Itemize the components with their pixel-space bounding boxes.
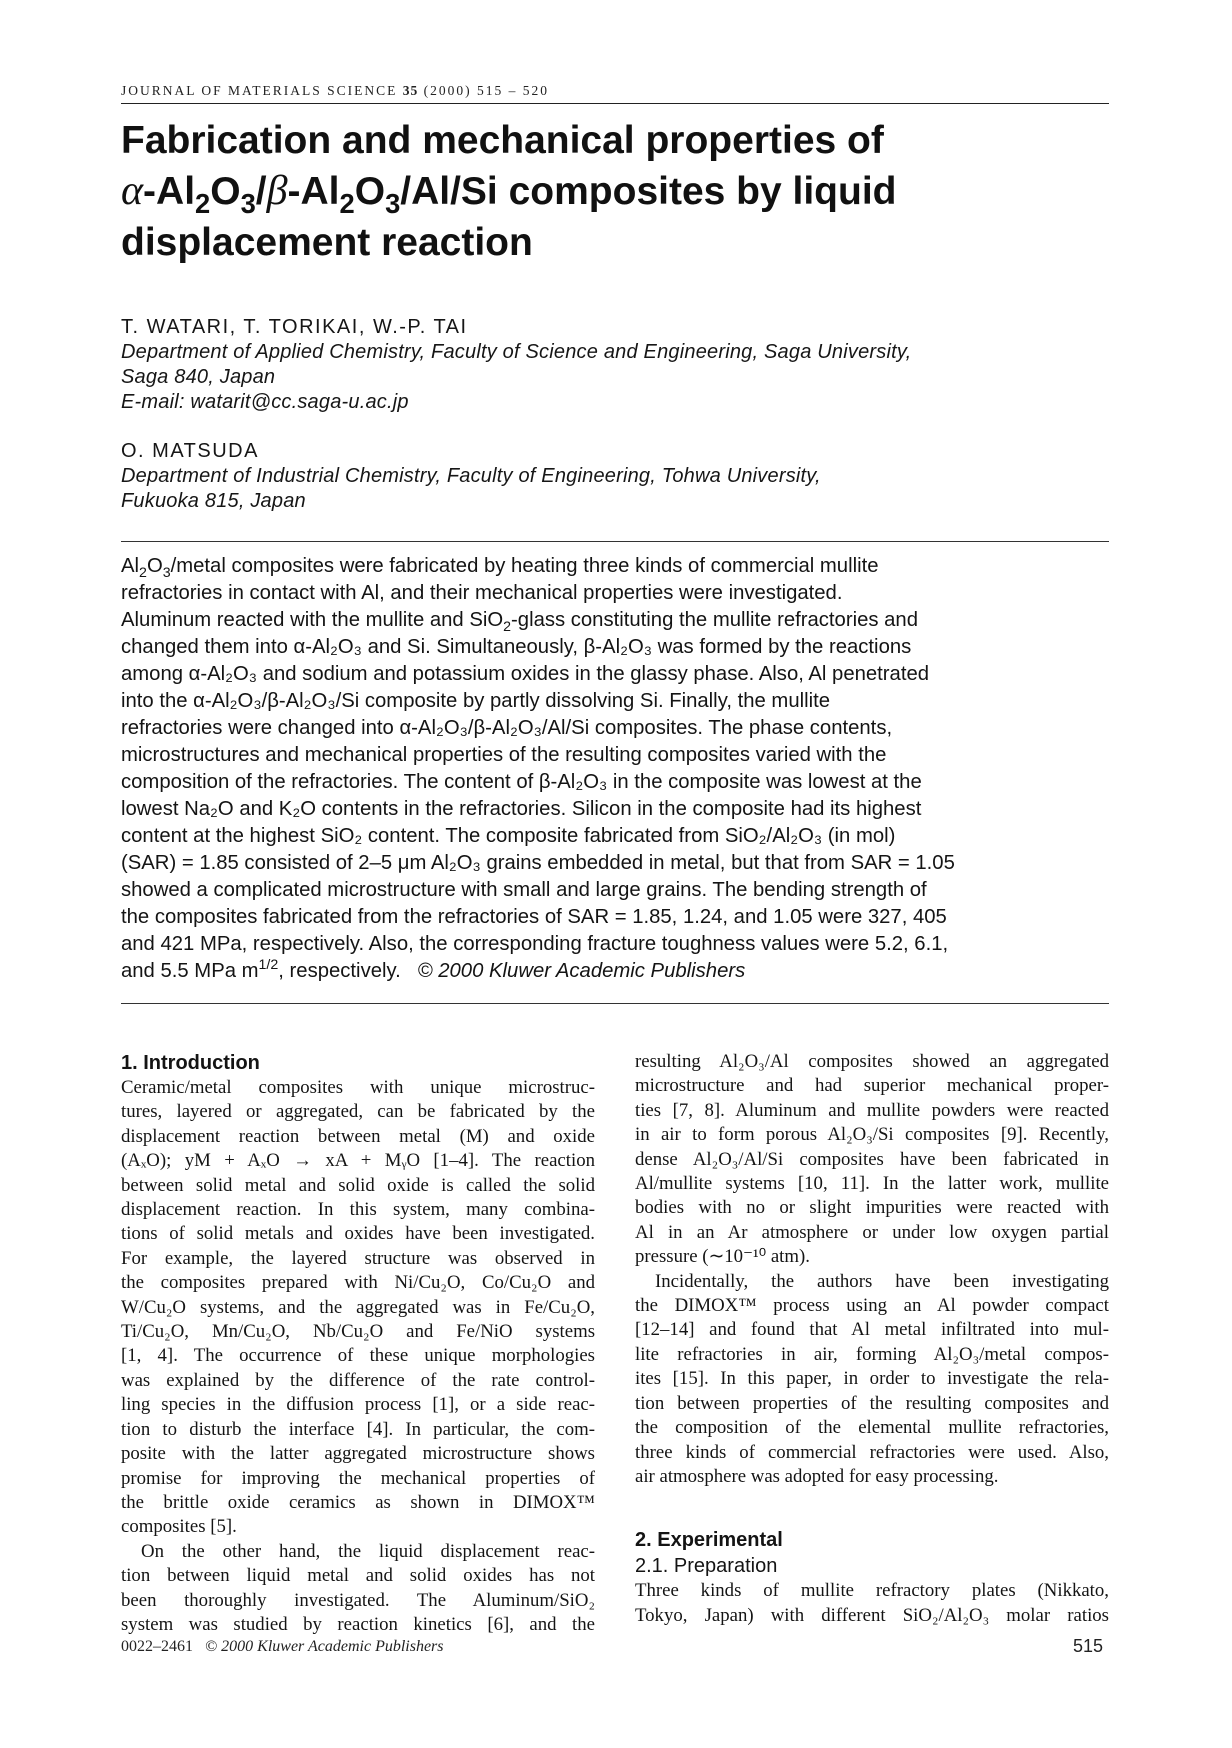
text-line: dense Al₂O₃/Al/Si composites have been fabricated in [635,1148,1109,1170]
left-column [121,1050,595,1637]
text-line: pressure (∼10⁻¹⁰ atm). [635,1246,810,1268]
journal-header [121,83,1109,99]
text-line: bodies with no or slight impurities were reacted with [635,1197,1109,1219]
author-block-1 [121,314,1101,415]
section-heading: 2. Experimental [635,1529,783,1552]
text-line: promise for improving the mechanical properties of [121,1467,595,1489]
text-line: was explained by the difference of the rate control- [121,1369,595,1391]
text-line: posite with the latter aggregated microstructure shows [121,1443,595,1465]
text-line: Three kinds of mullite refractory plates (Nikkato, [635,1580,1109,1602]
abstract-bottom-rule [121,1003,1109,1004]
left-column-text [121,1076,595,1637]
text-line: resulting Al₂O₃/Al composites showed an aggregated [635,1051,1109,1072]
affiliation-line: Department of Applied Chemistry, Faculty of Science and Engineering, Saga University, [121,341,912,363]
abstract-copyright: © 2000 Kluwer Academic Publishers [417,960,746,982]
text-line: tion between properties of the resulting composites and [635,1392,1109,1414]
text-line: On the other hand, the liquid displacement reac- [141,1540,595,1562]
text-line: Tokyo, Japan) with different SiO₂/Al₂O₃ molar ratios [635,1604,1109,1626]
text-line: ites [15]. In this paper, in order to investigate the rela- [635,1368,1109,1390]
text-line: microstructure and had superior mechanical proper- [635,1075,1109,1097]
right-column-text [635,1050,1109,1489]
text-line: (AₓO); yM + AₓO → xA + MᵧO [1–4]. The reaction [121,1150,595,1172]
text-line: the brittle oxide ceramics as shown in DIMOX™ [121,1491,595,1513]
text-line: tures, layered or aggregated, can be fabricated by the [121,1101,595,1123]
text-line: in air to form porous Al₂O₃/Si composites [9]. Recently, [635,1124,1109,1146]
text-line: W/Cu₂O systems, and the aggregated was in Fe/Cu₂O, [121,1296,595,1318]
header-rule [121,103,1109,104]
affiliation-line: Saga 840, Japan [121,366,276,388]
text-line: between solid metal and solid oxide is called the solid [121,1174,595,1196]
affiliation-line: Department of Industrial Chemistry, Faculty of Engineering, Tohwa University, [121,465,821,487]
text-line: displacement reaction between metal (M) and oxide [121,1125,595,1147]
text-line: displacement reaction. In this system, many combina- [121,1199,595,1221]
text-line: For example, the layered structure was observed in [121,1247,595,1269]
text-line: lite refractories in air, forming Al₂O₃/metal compos- [635,1343,1109,1365]
text-line: Ceramic/metal composites with unique microstruc- [121,1077,595,1098]
text-line: Incidentally, the authors have been investigating [655,1270,1109,1292]
right-column [635,1050,1109,1628]
text-line: tions of solid metals and oxides have been investigated. [121,1223,595,1245]
author-names: T. WATARI, T. TORIKAI, W.-P. TAI [121,316,468,338]
page-number: 515 [1072,1636,1103,1656]
text-line: been thoroughly investigated. The Aluminum/SiO₂ [121,1589,595,1611]
text-line: composites [5]. [121,1516,237,1538]
text-line: [1, 4]. The occurrence of these unique morphologies [121,1345,595,1367]
abstract-top-rule [121,541,1109,542]
abstract: $Al_2O_3$/metal composites were fabricated by heating three kinds of commercial mullite refractories in contact with Al, and their mechanical properties were investigated. Aluminum reacted with the mullite and SiO$_2$-glass constituting the mullite refractories and changed them into α-Al₂O₃ and Si. Simultaneously, β-Al₂O₃ was formed by the reactions among α-Al₂O₃ and sodium and potassium oxides in the glassy phase. Also, Al penetrated into the α-Al₂O₃/β-Al₂O₃/Si composite by partly dissolving Si. Finally, the mullite refractories were changed into α-Al₂O₃/β-Al₂O₃/Al/Si composites. The phase contents, microstructures and mechanical properties of the resulting composites varied with the composition of the refractories. The content of β-Al₂O₃ in the composite was lowest at the lowest Na₂O and K₂O contents in the refractories. Silicon in the composite had its highest content at the highest SiO₂ content. The composite fabricated from SiO₂/Al₂O₃ (in mol) (SAR) = 1.85 consisted of 2–5 μm Al₂O₃ grains embedded in metal, but that from SAR = 1.05 showed a complicated microstructure with small and large grains. The bending strength of the composites fabricated from the refractories of SAR = 1.85, 1.24, and 1.05 were 327, 405 and 421 MPa, respectively. Also, the corresponding fracture toughness values were 5.2, 6.1, and 5.5 MPa $m^{1/2}$, respectively. © 2000 Kluwer Academic Publishers [121,555,955,982]
subsection-heading: 2.1. Preparation [635,1555,778,1578]
text-line: tion between liquid metal and solid oxides has not [121,1565,595,1587]
text-line: Al in an Ar atmosphere or under low oxygen partial [635,1221,1109,1243]
text-line: Al/mullite systems [10, 11]. In the latter work, mullite [635,1173,1109,1195]
text-line: ties [7, 8]. Aluminum and mullite powders were reacted [635,1099,1109,1121]
journal-name: JOURNAL OF MATERIALS SCIENCE [121,83,398,98]
text-line: Ti/Cu₂O, Mn/Cu₂O, Nb/Cu₂O and Fe/NiO systems [121,1321,595,1343]
text-line: the composites prepared with Ni/Cu₂O, Co/Cu₂O and [121,1272,595,1294]
author-block-2 [121,438,1101,514]
text-line: system was studied by reaction kinetics [6], and the [121,1613,595,1635]
affiliation-line: Fukuoka 815, Japan [121,490,306,512]
author-email: E-mail: watarit@cc.saga-u.ac.jp [121,391,409,413]
text-line: [12–14] and found that Al metal infiltrated into mul- [635,1319,1109,1341]
journal-volume: 35 [402,83,419,98]
text-line: ling species in the diffusion process [1], or a side reac- [121,1394,595,1416]
text-line: tion to disturb the interface [4]. In particular, the com- [121,1418,595,1440]
paper-title: Fabrication and mechanical properties of $\alpha-Al_2O_3/\beta-Al_2O_3/Al/Si$ composites by liquid displacement reaction [121,119,897,264]
text-line: three kinds of commercial refractories were used. Also, [635,1441,1109,1463]
right-column-text-2 [635,1579,1109,1628]
text-line: air atmosphere was adopted for easy processing. [635,1465,999,1487]
text-line: the composition of the elemental mullite refractories, [635,1417,1109,1439]
author-names: O. MATSUDA [121,440,259,462]
journal-year-pages: (2000) 515 – 520 [423,83,550,98]
footer-issn: 0022–2461 © 2000 Kluwer Academic Publishers [121,1638,444,1655]
text-line: the DIMOX™ process using an Al powder compact [635,1295,1109,1317]
section-heading: 1. Introduction [121,1052,260,1074]
